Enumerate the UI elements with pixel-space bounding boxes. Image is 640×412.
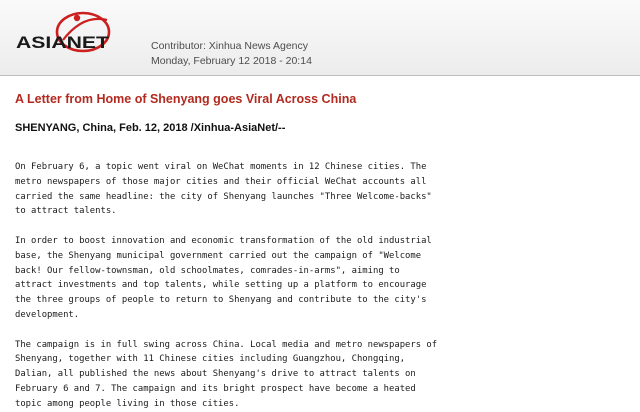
article-paragraph-1: On February 6, a topic went viral on WeChat moments in 12 Chinese cities. The metro newspapers of those major cities and their official WeChat accounts all carried the same headline: the city of Shenyang launches "Three Welcome-backs" to attract talents. bbox=[15, 162, 432, 217]
asianet-logo-graphic bbox=[15, 10, 115, 66]
logo-wordmark: ASIANET bbox=[16, 33, 110, 52]
article-body bbox=[15, 160, 485, 412]
article-meta bbox=[151, 39, 312, 69]
contributor-label: Contributor: Xinhua News Agency bbox=[151, 40, 309, 52]
publish-date: Monday, February 12 2018 - 20:14 bbox=[151, 55, 312, 67]
article-paragraph-3: The campaign is in full swing across China. Local media and metro newspapers of Shenyang, together with 11 Chinese cities including Guangzhou, Chongqing, Dalian, all published the news about Shenyang's drive to attract talents on February 6 and 7. The campaign and its bright prospect have become a heated topic among people living in those cities. bbox=[15, 339, 438, 409]
page-header bbox=[0, 0, 640, 76]
asianet-logo[interactable] bbox=[15, 10, 115, 66]
article-headline: A Letter from Home of Shenyang goes Viral Across China bbox=[15, 92, 357, 106]
article-paragraph-2: In order to boost innovation and economic transformation of the old industrial base, the Shenyang municipal government carried out the campaign of "Welcome back! Our fellow-townsman, old schoolmates, comrades-in-arms", aiming to attract investments and top talents, while setting up a platform to encourage the three groups of people to return to Shenyang and contribute to the city's development. bbox=[15, 235, 432, 320]
article-dateline: SHENYANG, China, Feb. 12, 2018 /Xinhua-AsiaNet/-- bbox=[15, 122, 286, 134]
